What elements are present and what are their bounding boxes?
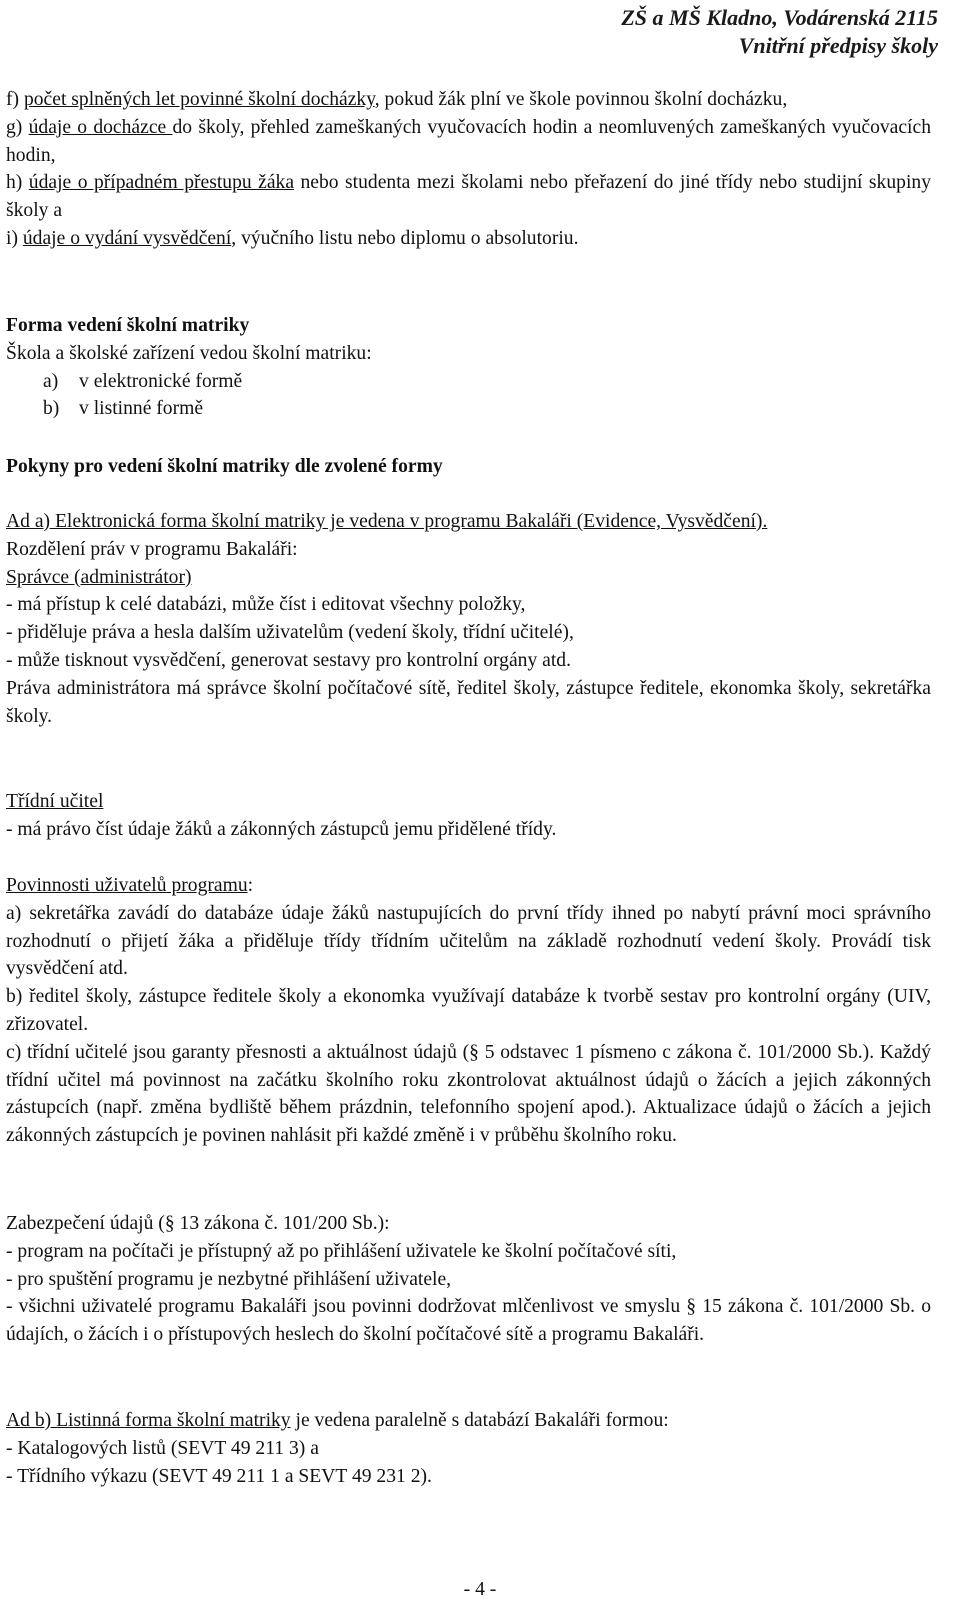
forma-section bbox=[6, 312, 931, 423]
zabezpeceni-section bbox=[6, 1210, 931, 1349]
tridni-heading: Třídní učitel bbox=[6, 791, 104, 812]
intro-item-i: i) údaje o vydání vysvědčení, výučního listu nebo diplomu o absolutoriu. bbox=[6, 227, 579, 249]
page-header bbox=[621, 4, 938, 60]
pokyny-heading-block bbox=[6, 453, 931, 481]
ad-a-text: Ad a) Elektronická forma školní matriky je vedena v programu Bakaláři (Evidence, Vysvědčení). bbox=[6, 511, 768, 532]
intro-item-f: f) počet splněných let povinné školní docházky, pokud žák plní ve škole povinnou školní docházku, bbox=[6, 89, 788, 110]
zabezpeceni-heading: Zabezpečení údajů (§ 13 zákona č. 101/200 Sb.): bbox=[6, 1213, 390, 1234]
rozdeleni-text: Rozdělení práv v programu Bakaláři: bbox=[6, 538, 298, 560]
ad-b-section bbox=[6, 1407, 931, 1490]
header-document-title: Vnitřní předpisy školy bbox=[738, 33, 938, 58]
spravce-line: - může tisknout vysvědčení, generovat sestavy pro kontrolní orgány atd. bbox=[6, 649, 572, 671]
header-school-name: ZŠ a MŠ Kladno, Vodárenská 2115 bbox=[621, 5, 938, 30]
povinnost-item-b: b) ředitel školy, zástupce ředitele školy a ekonomka využívají databáze k tvorbě sestav pro kontrolní orgány (UIV, zřizovatel. bbox=[6, 986, 931, 1035]
intro-item-h: h) údaje o případném přestupu žáka nebo studenta mezi školami nebo přeřazení do jiné třídy nebo studijní skupiny školy a bbox=[6, 172, 931, 222]
spravce-line: - přiděluje práva a hesla dalším uživatelům (vedení školy, třídní učitelé), bbox=[6, 622, 574, 644]
forma-item-b: b) v listinné formě bbox=[43, 398, 204, 420]
tridni-section bbox=[6, 788, 931, 844]
spravce-heading: Správce (administrátor) bbox=[6, 566, 192, 588]
page-number: - 4 - bbox=[463, 1579, 497, 1600]
ad-b-item: - Třídního výkazu (SEVT 49 211 1 a SEVT 49 231 2). bbox=[6, 1465, 432, 1487]
povinnost-item-a: a) sekretářka zavádí do databáze údaje žáků nastupujících do první třídy ihned po nabytí právní moci správního rozhodnutí o přijetí žáka a přiděluje třídy třídním učitelům na základě rozhodnutí vedení školy. Provádí tisk vysvědčení atd. bbox=[6, 902, 931, 980]
zabezpeceni-line: - všichni uživatelé programu Bakaláři jsou povinni dodržovat mlčenlivost ve smyslu § 15 zákona č. 101/2000 Sb. o údajích, o žácích i o přístupových heslech do školní počítačové sítě a programu Bakaláři. bbox=[6, 1296, 931, 1346]
zabezpeceni-line: - program na počítači je přístupný až po přihlášení uživatele ke školní počítačové síti, bbox=[6, 1240, 677, 1262]
povinnosti-heading: Povinnosti uživatelů programu: bbox=[6, 875, 254, 896]
tridni-line: - má právo číst údaje žáků a zákonných zástupců jemu přidělené třídy. bbox=[6, 818, 557, 840]
prava-admin-text: Práva administrátora má správce školní počítačové sítě, ředitel školy, zástupce ředitele, ekonomka školy, sekretářka školy. bbox=[6, 677, 931, 727]
ad-b-heading: Ad b) Listinná forma školní matriky je vedena paralelně s databází Bakaláři formou: bbox=[6, 1410, 669, 1431]
intro-list bbox=[6, 86, 931, 253]
ad-a-section bbox=[6, 508, 931, 730]
forma-item-a: a) v elektronické formě bbox=[43, 370, 243, 392]
zabezpeceni-line: - pro spuštění programu je nezbytné přihlášení uživatele, bbox=[6, 1268, 452, 1290]
pokyny-heading: Pokyny pro vedení školní matriky dle zvolené formy bbox=[6, 456, 443, 477]
forma-text: Škola a školské zařízení vedou školní matriku: bbox=[6, 342, 372, 364]
povinnost-item-c: c) třídní učitelé jsou garanty přesnosti a aktuálnost údajů (§ 5 odstavec 1 písmeno c zákona č. 101/2000 Sb.). Každý třídní učitel má povinnost na začátku školního roku zkontrolovat aktuálnost údajů o žácích a jejich zákonných zástupcích (např. změna bydliště během prázdnin, telefonního spojení apod.). Aktualizace údajů o žácích a jejich zákonných zástupcích je povinen nahlásit při každé změně i v průběhu školního roku. bbox=[6, 1041, 931, 1147]
povinnosti-section bbox=[6, 872, 931, 1150]
spravce-line: - má přístup k celé databázi, může číst i editovat všechny položky, bbox=[6, 594, 526, 616]
intro-item-g: g) údaje o docházce do školy, přehled zameškaných vyučovacích hodin a neomluvených zameškaných vyučovacích hodin, bbox=[6, 116, 931, 166]
ad-b-item: - Katalogových listů (SEVT 49 211 3) a bbox=[6, 1437, 319, 1459]
forma-heading: Forma vedení školní matriky bbox=[6, 315, 250, 336]
